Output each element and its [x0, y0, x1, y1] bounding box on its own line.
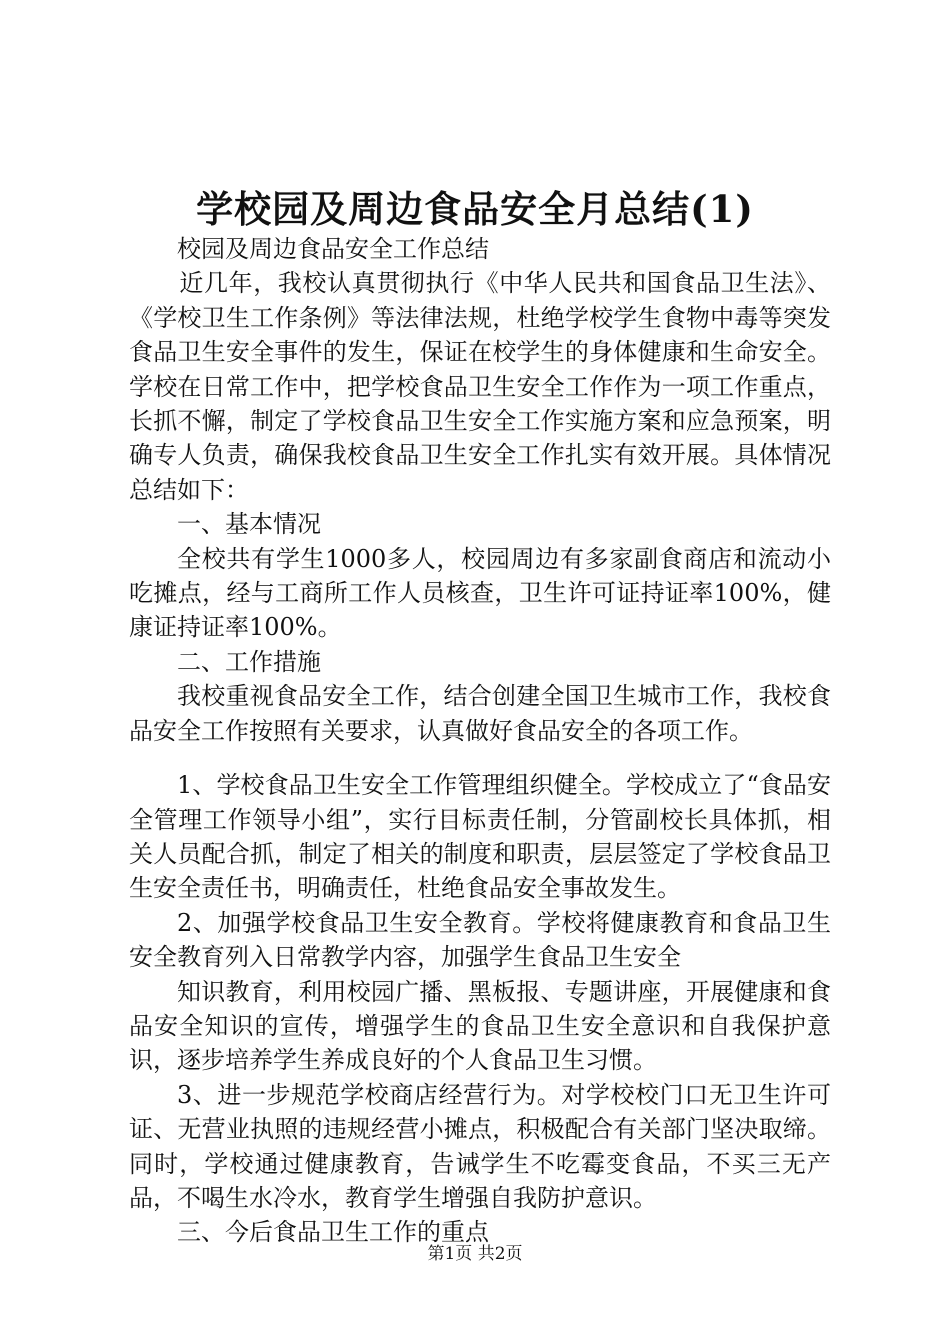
section-subtitle: 校园及周边食品安全工作总结 — [177, 235, 489, 263]
heading-basic-situation: 一、基本情况 — [177, 510, 321, 539]
measure-2-paragraph: 2、加强学校食品卫生安全教育。学校将健康教育和食品卫生安全教育列入日常教学内容，加强学生食品卫生安全 — [129, 908, 831, 972]
measure-3-paragraph: 3、进一步规范学校商店经营行为。对学校校门口无卫生许可证、无营业执照的违规经营小摊点，积极配合有关部门坚决取缔。同时，学校通过健康教育，告诫学生不吃霉变食品，不买三无产品，不喝生水冷水，教育学生增强自我防护意识。 — [129, 1080, 831, 1212]
document-body — [129, 232, 831, 1250]
basic-situation-paragraph: 全校共有学生1000多人，校园周边有多家副食商店和流动小吃摊点，经与工商所工作人员核查，卫生许可证持证率100%，健康证持证率100%。 — [129, 544, 831, 642]
measure-2-continued-paragraph: 知识教育，利用校园广播、黑板报、专题讲座，开展健康和食品安全知识的宣传，增强学生的食品卫生安全意识和自我保护意识，逐步培养学生养成良好的个人食品卫生习惯。 — [129, 977, 831, 1075]
work-measures-paragraph: 我校重视食品安全工作，结合创建全国卫生城市工作，我校食品安全工作按照有关要求，认真做好食品安全的各项工作。 — [129, 682, 831, 745]
page-number-footer: 第1页 共2页 — [427, 1244, 523, 1264]
heading-future-focus: 三、今后食品卫生工作的重点 — [177, 1218, 489, 1247]
page-title: 学校园及周边食品安全月总结(1) — [196, 187, 754, 231]
heading-work-measures: 二、工作措施 — [177, 647, 321, 676]
intro-paragraph: 近几年，我校认真贯彻执行《中华人民共和国食品卫生法》、《学校卫生工作条例》等法律法规，杜绝学校学生食物中毒等突发食品卫生安全事件的发生，保证在校学生的身体健康和生命安全。学校在日常工作中，把学校食品卫生安全工作作为一项工作重点，长抓不懈，制定了学校食品卫生安全工作实施方案和应急预案，明确专人负责，确保我校食品卫生安全工作扎实有效开展。具体情况总结如下： — [129, 269, 831, 504]
measure-1-paragraph: 1、学校食品卫生安全工作管理组织健全。学校成立了“食品安全管理工作领导小组”，实行目标责任制，分管副校长具体抓，相关人员配合抓，制定了相关的制度和职责，层层签定了学校食品卫生安全责任书，明确责任，杜绝食品安全事故发生。 — [129, 771, 831, 903]
